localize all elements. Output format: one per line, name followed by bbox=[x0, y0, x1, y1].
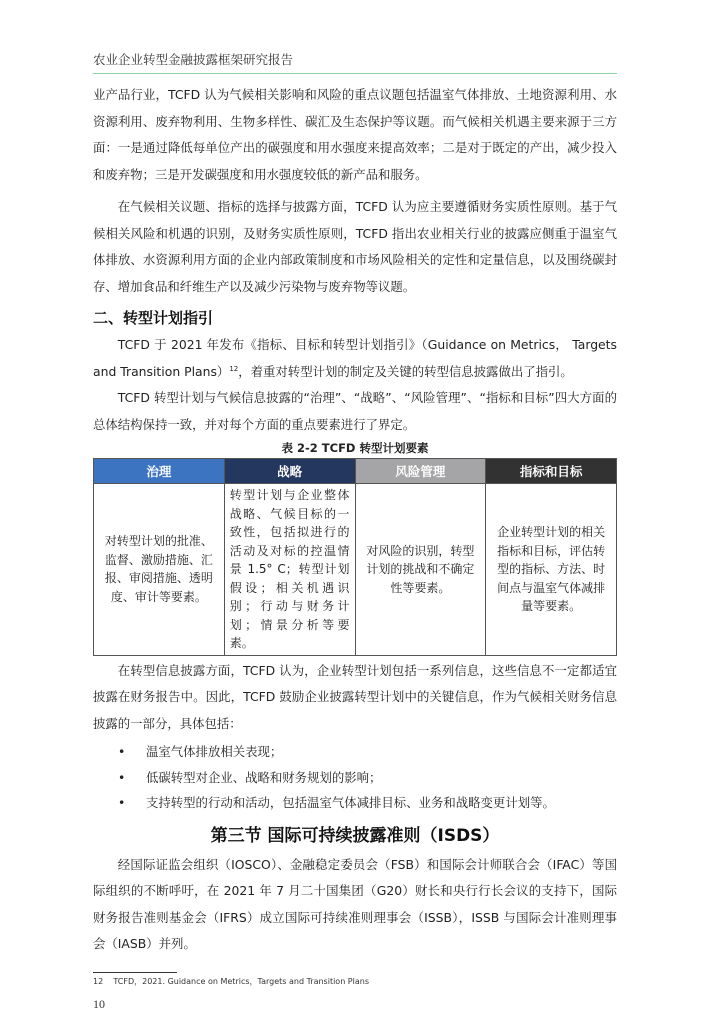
cell-strategy: 转型计划与企业整体战略、气候目标的一致性，包括拟进行的活动及对标的控温情景 1.5° C；转型计划假设；相关机遇识别；行动与财务计划；情景分析等要素。 bbox=[224, 484, 355, 656]
table-row bbox=[94, 484, 617, 656]
list-item bbox=[93, 765, 617, 791]
bullet-icon: • bbox=[118, 795, 126, 810]
list-item bbox=[93, 790, 617, 816]
header-metrics-targets: 指标和目标 bbox=[486, 459, 617, 484]
list-item-text: 温室气体排放相关表现； bbox=[146, 744, 283, 759]
paragraph: 业产品行业，TCFD 认为气候相关影响和风险的重点议题包括温室气体排放、土地资源利用、水资源利用、废弃物利用、生物多样性、碳汇及生态保护等议题。而气候相关机遇主要来源于三方面：一是通过降低每单位产出的碳强度和用水强度来提高效率；二是对于既定的产出，减少投入和废弃物；三是开发碳强度和用水强度较低的新产品和服务。 bbox=[93, 87, 617, 182]
list-item bbox=[93, 739, 617, 765]
list-item-text: 低碳转型对企业、战略和财务规划的影响； bbox=[146, 769, 382, 785]
paragraph-text: ，着重对转型计划的制定及关键的转型信息披露做出了指引。 bbox=[238, 363, 573, 379]
footnote-ref[interactable]: 12 bbox=[229, 364, 239, 373]
paragraph: 经国际证监会组织（IOSCO）、金融稳定委员会（FSB）和国际会计师联合会（IFAC）等国际组织的不断呼吁，在 2021 年 7 月二十国集团（G20）财长和央行行长会议的支持下，国际财务报告准则基金会（IFRS）成立国际可持续准则理事会（ISSB），ISSB 与国际会计准则理事会（IASB）并列。 bbox=[93, 856, 617, 951]
running-header: 农业企业转型金融披露框架研究报告 bbox=[93, 52, 294, 67]
footnote-text: TCFD，2021. Guidance on Metrics，Targets and Transition Plans bbox=[113, 976, 369, 986]
table-header-row bbox=[94, 459, 617, 484]
paragraph bbox=[93, 332, 617, 385]
cell-governance: 对转型计划的批准、监督、激励措施、汇报、审阅措施、透明度、审计等要素。 bbox=[94, 484, 225, 656]
page-number: 10 bbox=[93, 996, 105, 1011]
header-risk-management: 风险管理 bbox=[355, 459, 486, 484]
cell-metrics-targets: 企业转型计划的相关指标和目标，评估转型的指标、方法、时间点与温室气体减排量等要素。 bbox=[486, 484, 617, 656]
list-item-text: 支持转型的行动和活动，包括温室气体减排目标、业务和战略变更计划等。 bbox=[146, 795, 555, 810]
bullet-icon: • bbox=[118, 769, 126, 785]
paragraph-text: TCFD 于 2021 年发布《指标、目标和转型计划指引》（Guidance on Metrics， Targets and Transition Plans） bbox=[93, 337, 617, 379]
footnote-number: 12 bbox=[93, 976, 104, 986]
bullet-icon: • bbox=[118, 744, 126, 759]
cell-risk-management: 对风险的识别，转型计划的挑战和不确定性等要素。 bbox=[355, 484, 486, 656]
table-caption: 表 2-2 TCFD 转型计划要素 bbox=[281, 441, 429, 455]
header-governance: 治理 bbox=[94, 459, 225, 484]
bullet-list bbox=[93, 739, 617, 816]
paragraph: TCFD 转型计划与气候信息披露的“治理”、“战略”、“风险管理”、“指标和目标”四大方面的总体结构保持一致，并对每个方面的重点要素进行了界定。 bbox=[93, 390, 617, 432]
page bbox=[93, 0, 617, 1031]
transition-plan-table bbox=[93, 458, 617, 656]
footnote bbox=[93, 976, 617, 987]
paragraph: 在转型信息披露方面，TCFD 认为，企业转型计划包括一系列信息，这些信息不一定都适宜披露在财务报告中。因此，TCFD 鼓励企业披露转型计划中的关键信息，作为气候相关财务信息披露的一部分，具体包括： bbox=[93, 662, 617, 731]
section-heading: 二、转型计划指引 bbox=[93, 309, 214, 327]
header-strategy: 战略 bbox=[224, 459, 355, 484]
footnote-divider bbox=[93, 972, 177, 973]
paragraph: 在气候相关议题、指标的选择与披露方面，TCFD 认为应主要遵循财务实质性原则。基于气候相关风险和机遇的识别，及财务实质性原则，TCFD 指出农业相关行业的披露应侧重于温室气体排放、水资源利用方面的企业内部政策制度和市场风险相关的定性和定量信息，以及围绕碳封存、增加食品和纤维生产以及减少污染物与废弃物等议题。 bbox=[93, 199, 617, 294]
header-divider bbox=[93, 73, 617, 74]
section-title: 第三节 国际可持续披露准则（ISDS） bbox=[210, 825, 500, 846]
